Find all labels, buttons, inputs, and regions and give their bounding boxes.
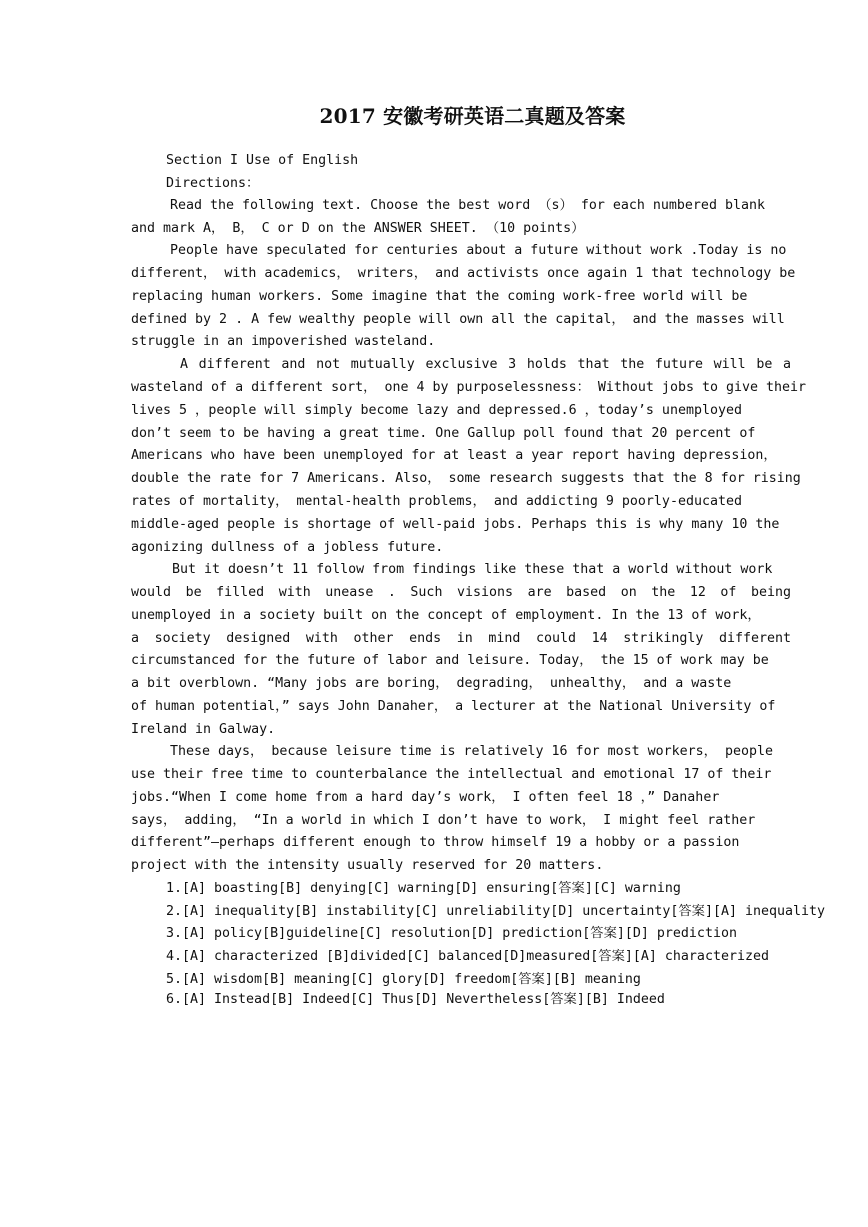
paragraph-2-line: wasteland of a different sort， one 4 by purposelessness： Without jobs to give their (131, 380, 807, 395)
answer-item: 6.[A] Instead[B] Indeed[C] Thus[D] Nevertheless[答案][B] Indeed (166, 992, 665, 1007)
directions-line: and mark A， B， C or D on the ANSWER SHEET. （10 points） (131, 221, 585, 236)
paragraph-4-line: These days， because leisure time is relatively 16 for most workers， people (170, 744, 773, 759)
answer-item: 2.[A] inequality[B] instability[C] unreliability[D] uncertainty[答案][A] inequality (166, 904, 826, 919)
paragraph-2-line: lives 5 ，people will simply become lazy and depressed.6 ，today’s unemployed (131, 403, 742, 418)
paragraph-3-line: Ireland in Galway. (131, 722, 276, 737)
paragraph-4-line: jobs.“When I come home from a hard day’s work， I often feel 18 ，” Danaher (131, 790, 720, 805)
paragraph-1-line: defined by 2 . A few wealthy people will own all the capital， and the masses will (131, 312, 785, 327)
paragraph-4-line: says， adding， “In a world in which I don’t have to work， I might feel rather (131, 813, 756, 828)
paragraph-2-line: rates of mortality， mental-health problems， and addicting 9 poorly-educated (131, 494, 742, 509)
paragraph-2-line: don’t seem to be having a great time. One Gallup poll found that 20 percent of (131, 426, 756, 441)
paragraph-1-line: struggle in an impoverished wasteland. (131, 334, 436, 349)
directions-line: Read the following text. Choose the best word （s） for each numbered blank (170, 198, 765, 213)
paragraph-1-line: replacing human workers. Some imagine that the coming work-free world will be (131, 289, 748, 304)
section-heading: Section I Use of English (166, 153, 359, 168)
answer-item: 4.[A] characterized [B]divided[C] balanced[D]measured[答案][A] characterized (166, 949, 769, 964)
paragraph-3-line: But it doesn’t 11 follow from findings like these that a world without work (172, 562, 773, 577)
paragraph-3-line: a society designed with other ends in mind could 14 strikingly different (131, 631, 791, 646)
page-title: 2017 安徽考研英语二真题及答案 (319, 104, 626, 128)
paragraph-1-line: different， with academics， writers， and activists once again 1 that technology be (131, 266, 796, 281)
paragraph-4-line: project with the intensity usually reserved for 20 matters. (131, 858, 604, 873)
answer-item: 1.[A] boasting[B] denying[C] warning[D] ensuring[答案][C] warning (166, 881, 681, 896)
directions-label: Directions： (166, 176, 260, 191)
paragraph-2-line: double the rate for 7 Americans. Also， some research suggests that the 8 for rising (131, 471, 801, 486)
paragraph-3-line: unemployed in a society built on the concept of employment. In the 13 of work， (131, 608, 761, 623)
paragraph-2-line: middle-aged people is shortage of well-paid jobs. Perhaps this is why many 10 the (131, 517, 780, 532)
paragraph-3-line: a bit overblown. “Many jobs are boring， degrading， unhealthy， and a waste (131, 676, 732, 691)
paragraph-3-line: of human potential，” says John Danaher， a lecturer at the National University of (131, 699, 776, 714)
paragraph-3-line: circumstanced for the future of labor and leisure. Today， the 15 of work may be (131, 653, 769, 668)
paragraph-2-line: agonizing dullness of a jobless future. (131, 540, 444, 555)
paragraph-2-line: A different and not mutually exclusive 3 holds that the future will be a (180, 357, 791, 372)
paragraph-4-line: use their free time to counterbalance the intellectual and emotional 17 of their (131, 767, 772, 782)
answer-item: 3.[A] policy[B]guideline[C] resolution[D] prediction[答案][D] prediction (166, 926, 737, 941)
answer-item: 5.[A] wisdom[B] meaning[C] glory[D] freedom[答案][B] meaning (166, 972, 641, 987)
paragraph-2-line: Americans who have been unemployed for at least a year report having depression， (131, 448, 777, 463)
paragraph-4-line: different”—perhaps different enough to throw himself 19 a hobby or a passion (131, 835, 740, 850)
paragraph-1-line: People have speculated for centuries about a future without work .Today is no (170, 243, 787, 258)
paragraph-3-line: would be filled with unease . Such visions are based on the 12 of being (131, 585, 791, 600)
